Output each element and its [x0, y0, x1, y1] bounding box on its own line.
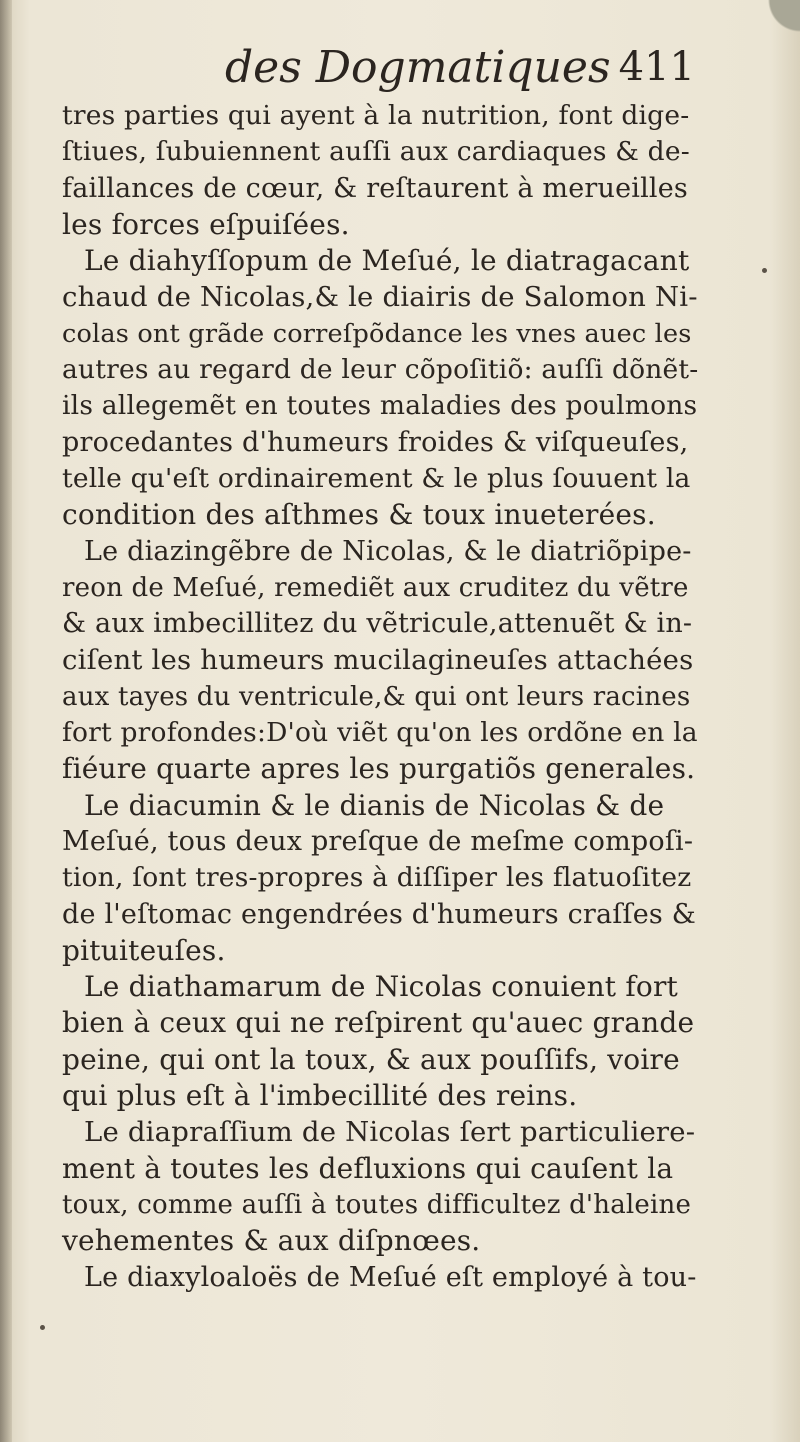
text-line: ſtiues, ſubuiennent auſſi aux cardiaques & de- [62, 136, 690, 168]
text-line: faillances de cœur, & reſtaurent à merueilles [62, 172, 688, 204]
text-line: procedantes d'humeurs froides & viſqueuſes, [62, 426, 689, 458]
text-line: Le diaxyloaloës de Meſué eſt employé à tou- [84, 1261, 697, 1293]
text-line: pituiteuſes. [62, 933, 226, 967]
text-line: vehementes & aux diſpnœes. [62, 1224, 481, 1258]
running-title: des Dogmatiques [225, 42, 611, 93]
page-binding-edge [0, 0, 12, 1442]
text-line: qui plus eſt à l'imbecillité des reins. [62, 1079, 578, 1113]
text-line: Le diapraſſium de Nicolas ſert particuliere- [84, 1116, 696, 1149]
page-corner-wear [750, 0, 800, 40]
page-number: 411 [618, 44, 695, 90]
text-line: ciſent les humeurs mucilagineuſes attachées [62, 644, 694, 677]
text-line: condition des aſthmes & toux inueterées. [62, 498, 656, 532]
text-line: Meſué, tous deux preſque de meſme compoſi- [62, 825, 694, 857]
text-line: ment à toutes les defluxions qui cauſent la [62, 1151, 674, 1185]
text-line: Le diathamarum de Nicolas conuient fort [84, 970, 679, 1004]
text-line: telle qu'eſt ordinairement & le plus ſouuent la [62, 462, 691, 494]
text-line: fort profondes:D'où viẽt qu'on les ordõne en la [62, 717, 698, 749]
text-line: aux tayes du ventricule,& qui ont leurs racines [62, 681, 691, 712]
text-line: Le diazingẽbre de Nicolas, & le diatriõpipe- [84, 535, 692, 567]
text-line: toux, comme auſſi à toutes difficultez d'haleine [62, 1189, 692, 1220]
text-line: tion, ſont tres-propres à diſſiper les flatuoſitez [62, 862, 692, 894]
text-line: & aux imbecillitez du vẽtricule,attenuẽt & in- [62, 608, 693, 640]
text-line: peine, qui ont la toux, & aux pouſſifs, voire [62, 1042, 680, 1076]
text-line: autres au regard de leur cõpoſitiõ: auſſi dõnẽt- [62, 354, 699, 386]
text-line: colas ont grãde correſpõdance les vnes auec les [62, 318, 692, 349]
text-line: les forces eſpuiſées. [62, 207, 350, 241]
text-line: chaud de Nicolas,& le diairis de Salomon Ni- [62, 281, 698, 314]
text-line: Le diahyſſopum de Meſué, le diatragacant [84, 244, 690, 278]
margin-speck [40, 1325, 45, 1330]
margin-speck [762, 268, 767, 273]
page-header [225, 38, 695, 100]
text-line: reon de Meſué, remediẽt aux cruditez du vẽtre [62, 572, 689, 603]
body-text [62, 98, 698, 1296]
text-line: fiéure quarte apres les purgatiõs generales. [62, 752, 696, 786]
text-line: ils allegemẽt en toutes maladies des poulmons [62, 390, 698, 422]
text-line: Le diacumin & le dianis de Nicolas & de [84, 788, 665, 822]
text-line: bien à ceux qui ne reſpirent qu'auec grande [62, 1006, 695, 1040]
text-line: de l'eſtomac engendrées d'humeurs craſſes & [62, 898, 696, 930]
text-line: tres parties qui ayent à la nutrition, font dige- [62, 100, 690, 131]
